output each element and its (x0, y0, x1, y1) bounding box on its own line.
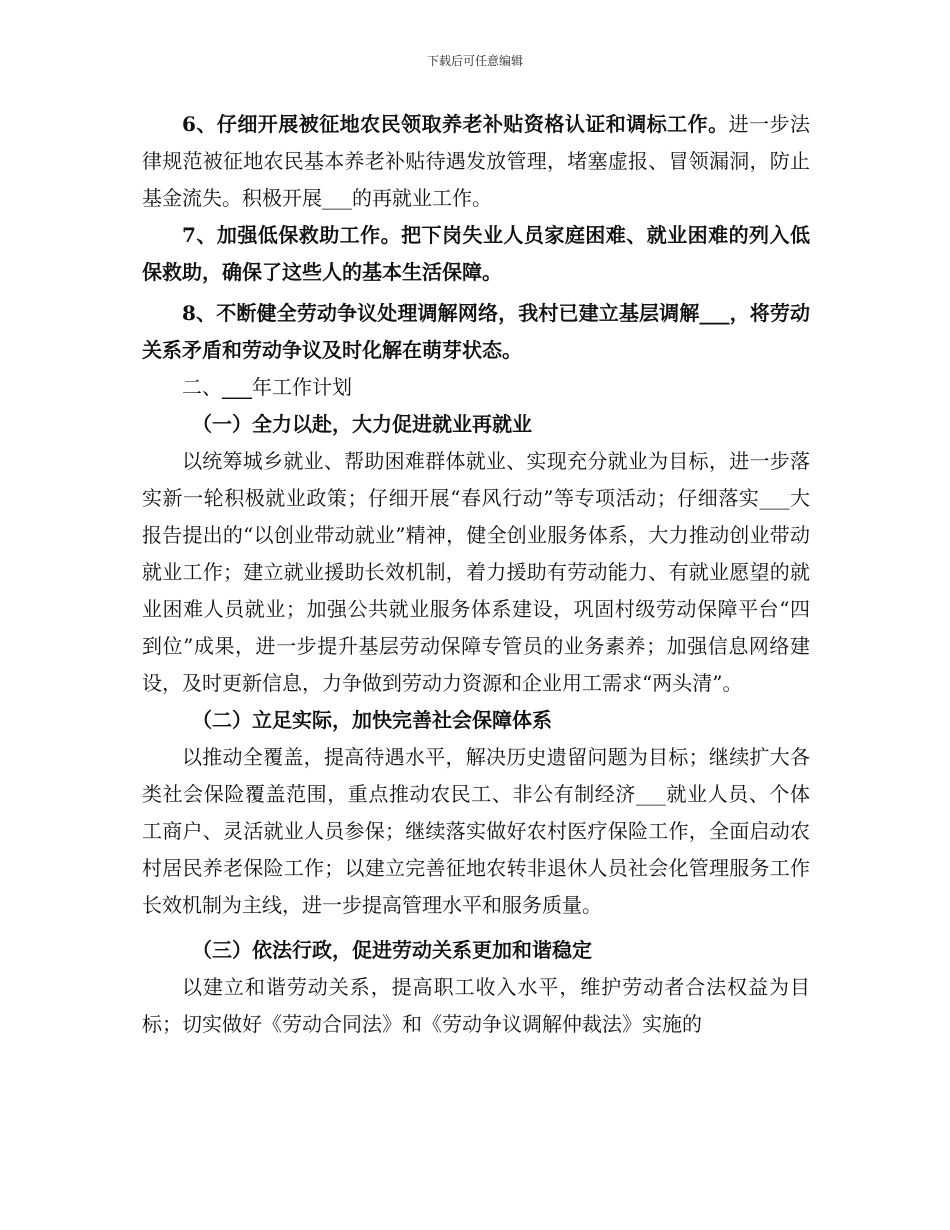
subsection-body-2: 以推动全覆盖，提高待遇水平，解决历史遗留问题为目标；继续扩大各类社会保险覆盖范围，重点推动农民工、非公有制经济___就业人员、个体工商户、灵活就业人员参保；继续落实做好农村医疗保险工作，全面启动农村居民养老保险工作；以建立完善征地农转非退休人员社会化管理服务工作长效机制为主线，进一步提高管理水平和服务质量。 (142, 745, 810, 917)
page-header: 下载后可任意编辑 (426, 54, 523, 68)
subsection-body-1: 以统筹城乡就业、帮助困难群体就业、实现充分就业为目标，进一步落实新一轮积极就业政策；仔细开展“春风行动”等专项活动；仔细落实___大报告提出的“以创业带动就业”精神，健全创业服务体系，大力推动创业带动就业工作；建立就业援助长效机制，着力援助有劳动能力、有就业愿望的就业困难人员就业；加强公共就业服务体系建设，巩固村级劳动保障平台“四到位”成果，进一步提升基层劳动保障专管员的业务素养；加强信息网络建设，及时更新信息，力争做到劳动力资源和企业用工需求“两头清”。 (142, 449, 810, 695)
item-6-heading: 6、仔细开展被征地农民领取养老补贴资格认证和调标工作。 (182, 112, 729, 136)
subsection-body-3: 以建立和谐劳动关系，提高职工收入水平，维护劳动者合法权益为目标；切实做好《劳动合同法》和《劳动争议调解仲裁法》实施的 (142, 975, 810, 1036)
subsection-title-1: （一）全力以赴，大力促进就业再就业 (192, 412, 532, 436)
subsection-title-2: （二）立足实际，加快完善社会保障体系 (192, 708, 552, 732)
paragraph-item-6 (142, 106, 810, 217)
document-body (142, 106, 810, 1043)
subsection-title-3: （三）依法行政，促进劳动关系更加和谐稳定 (192, 938, 592, 962)
paragraph-item-7: 7、加强低保救助工作。把下岗失业人员家庭困难、就业困难的列入低保救助，确保了这些人的基本生活保障。 (142, 223, 810, 284)
paragraph-item-8: 8、不断健全劳动争议处理调解网络，我村已建立基层调解___，将劳动关系矛盾和劳动争议及时化解在萌芽状态。 (142, 301, 810, 362)
item-6-body: 进一步法律规范被征地农民基本养老补贴待遇发放管理，堵塞虚报、冒领漏洞，防止基金流失。积极开展___的再就业工作。 (142, 112, 811, 210)
section-heading-plan: 二、___年工作计划 (182, 375, 352, 399)
